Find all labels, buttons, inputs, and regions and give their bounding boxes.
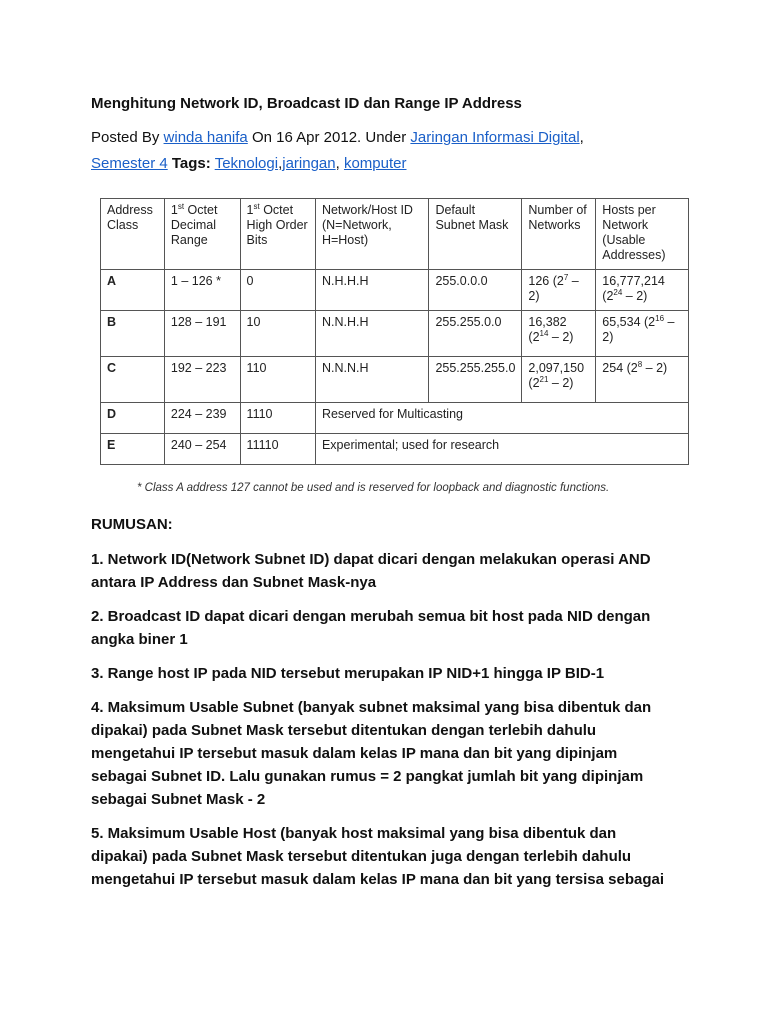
article-title: Menghitung Network ID, Broadcast ID dan Range IP Address: [91, 95, 522, 112]
tag-separator: ,: [278, 155, 283, 172]
ip-class-table: [100, 198, 689, 465]
post-meta: [91, 125, 651, 177]
ip-class-table-wrap: [100, 198, 689, 465]
cell-range: 224 – 239: [164, 403, 240, 434]
cell-bits: 110: [240, 357, 315, 403]
posted-by-label: Posted By: [91, 129, 160, 146]
header-decimal-range: 1st Octet Decimal Range: [164, 199, 240, 270]
cell-hosts: 254 $(2^8 - 2)$: [596, 357, 689, 403]
category-link-semester[interactable]: Semester 4: [91, 155, 168, 172]
category-separator: ,: [579, 129, 584, 146]
cell-network-host: N.N.H.H: [315, 311, 429, 357]
table-row: [101, 357, 689, 403]
header-hosts-per-network: Hosts per Network (Usable Addresses): [596, 199, 689, 270]
rumusan-section: [91, 513, 671, 902]
cell-range: 240 – 254: [164, 434, 240, 465]
cell-range: 192 – 223: [164, 357, 240, 403]
tags-label: Tags:: [171, 155, 211, 172]
table-row: [101, 270, 689, 311]
rumusan-paragraph-2: 2. Broadcast ID dapat dicari dengan merubah semua bit host pada NID dengan angka biner 1: [91, 608, 651, 648]
tag-link-komputer[interactable]: komputer: [343, 155, 407, 172]
cell-class: D: [101, 403, 165, 434]
cell-mask: 255.0.0.0: [429, 270, 522, 311]
table-row: [101, 311, 689, 357]
header-subnet-mask: Default Subnet Mask: [429, 199, 522, 270]
rumusan-heading: RUMUSAN:: [91, 516, 173, 533]
rumusan-paragraph-3: 3. Range host IP pada NID tersebut merupakan IP NID+1 hingga IP BID-1: [91, 665, 605, 682]
post-date: On 16 Apr 2012. Under: [251, 129, 407, 146]
cell-network-host: N.N.N.H: [315, 357, 429, 403]
cell-bits: 0: [240, 270, 315, 311]
cell-range: 1 – 126 *: [164, 270, 240, 311]
cell-network-host: N.H.H.H: [315, 270, 429, 311]
cell-note: Experimental; used for research: [315, 434, 688, 465]
rumusan-paragraph-4: 4. Maksimum Usable Subnet (banyak subnet maksimal yang bisa dibentuk dan dipakai) pada Subnet Mask tersebut ditentukan dengan terlebih dahulu mengetahui IP tersebut masuk dalam kelas IP mana dan bit yang dipinjam sebagai Subnet ID. Lalu gunakan rumus = 2 pangkat jumlah bit yang dipinjam sebagai Subnet Mask - 2: [91, 699, 652, 808]
cell-networks: 16,382 $(2^{14} - 2)$: [522, 311, 596, 357]
category-link-jaringan[interactable]: Jaringan Informasi Digital: [410, 129, 580, 146]
cell-bits: 11110: [240, 434, 315, 465]
cell-hosts: 16,777,214 $(2^{24} - 2)$: [596, 270, 689, 311]
tag-separator: ,: [335, 155, 340, 172]
cell-class: B: [101, 311, 165, 357]
rumusan-paragraph-1: 1. Network ID(Network Subnet ID) dapat dicari dengan melakukan operasi AND antara IP Address dan Subnet Mask-nya: [91, 551, 651, 591]
table-row: [101, 434, 689, 465]
tag-link-jaringan[interactable]: jaringan: [282, 155, 336, 172]
cell-networks: 126 $(2^7 - 2)$: [522, 270, 596, 311]
table-header-row: [101, 199, 689, 270]
header-network-host-id: Network/Host ID (N=Network, H=Host): [315, 199, 429, 270]
table-footnote: * Class A address 127 cannot be used and is reserved for loopback and diagnostic functions.: [137, 482, 610, 494]
cell-class: C: [101, 357, 165, 403]
cell-bits: 10: [240, 311, 315, 357]
cell-class: A: [101, 270, 165, 311]
author-link[interactable]: winda hanifa: [163, 129, 248, 146]
cell-networks: 2,097,150 $(2^{21} - 2)$: [522, 357, 596, 403]
cell-class: E: [101, 434, 165, 465]
table-row: [101, 403, 689, 434]
rumusan-paragraph-5: 5. Maksimum Usable Host (banyak host maksimal yang bisa dibentuk dan dipakai) pada Subnet Mask tersebut ditentukan juga dengan terlebih dahulu mengetahui IP tersebut masuk dalam kelas IP mana dan bit yang tersisa sebagai: [91, 825, 665, 888]
cell-hosts: 65,534 $(2^{16} - 2)$: [596, 311, 689, 357]
cell-mask: 255.255.255.0: [429, 357, 522, 403]
cell-range: 128 – 191: [164, 311, 240, 357]
header-high-order-bits: 1st Octet High Order Bits: [240, 199, 315, 270]
header-address-class: Address Class: [101, 199, 165, 270]
cell-bits: 1110: [240, 403, 315, 434]
cell-note: Reserved for Multicasting: [315, 403, 688, 434]
tag-link-teknologi[interactable]: Teknologi: [214, 155, 279, 172]
cell-mask: 255.255.0.0: [429, 311, 522, 357]
header-number-networks: Number of Networks: [522, 199, 596, 270]
